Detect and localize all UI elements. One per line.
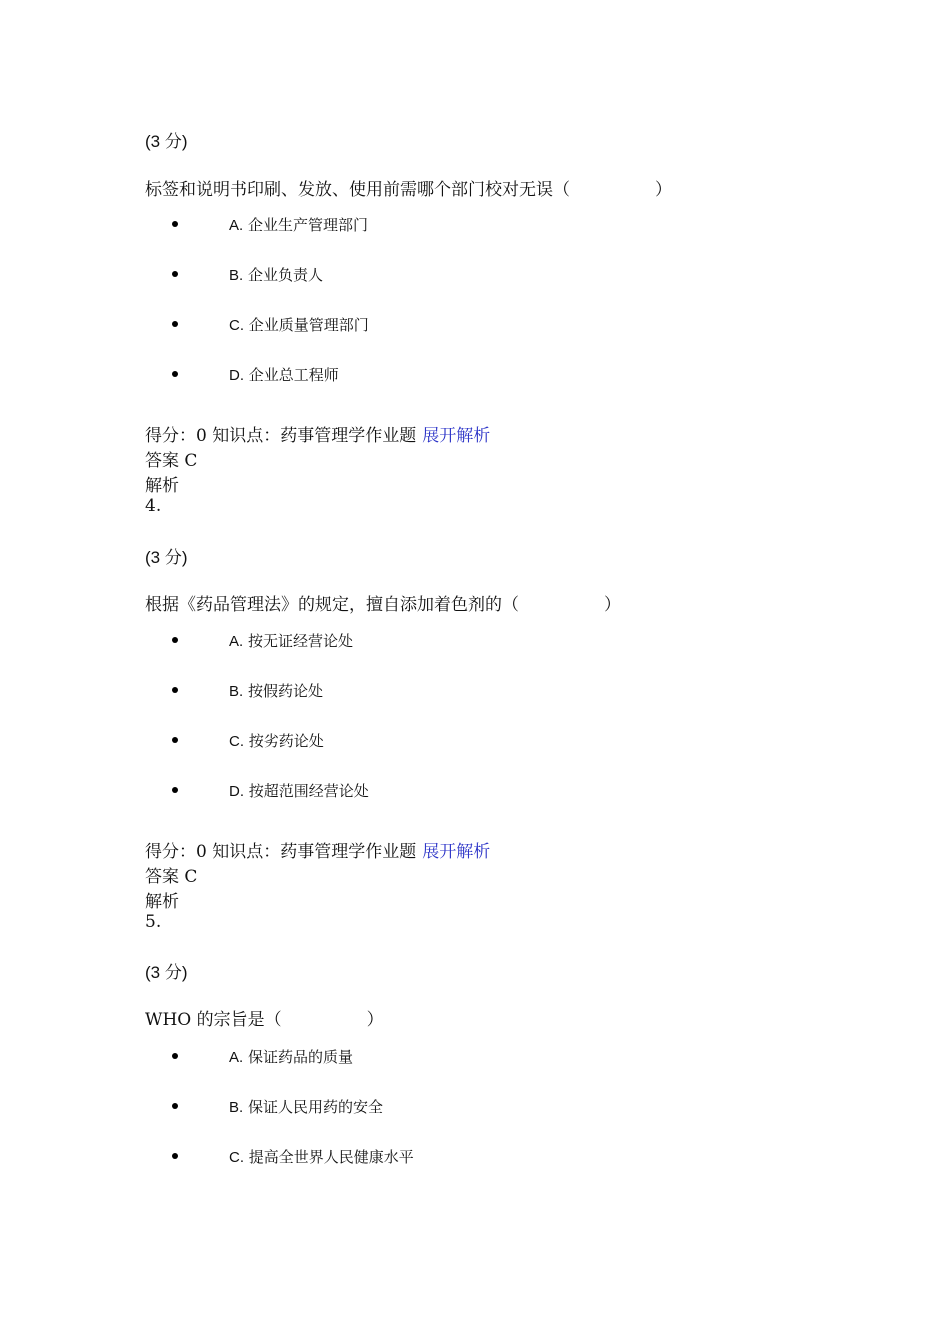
option-a[interactable] — [229, 630, 353, 651]
option-text: 企业质量管理部门 — [248, 316, 369, 334]
option-text: 保证人民用药的安全 — [247, 1098, 383, 1116]
option-b[interactable] — [229, 1096, 383, 1117]
option-letter: B. — [229, 1099, 244, 1116]
option-a[interactable] — [229, 214, 368, 235]
question-stem: WHO 的宗旨是（ ） — [145, 1010, 384, 1030]
option-c[interactable] — [229, 1146, 414, 1167]
option-text: 按假药论处 — [247, 682, 323, 700]
option-letter: C. — [229, 1149, 244, 1166]
option-b[interactable] — [229, 680, 323, 701]
bullet-icon — [171, 320, 181, 330]
bullet-icon — [171, 1102, 181, 1112]
option-letter: C. — [229, 317, 244, 334]
bullet-icon — [171, 220, 181, 230]
option-text: 按无证经营论处 — [247, 632, 353, 650]
option-letter: C. — [229, 733, 244, 750]
option-letter: A. — [229, 217, 244, 234]
answer-line: 答案 C — [145, 451, 198, 471]
score-line — [145, 421, 490, 446]
option-letter: D. — [229, 367, 244, 384]
bullet-icon — [171, 270, 181, 280]
score-line — [145, 837, 490, 862]
bullet-icon — [171, 1152, 181, 1162]
option-letter: B. — [229, 683, 244, 700]
bullet-icon — [171, 786, 181, 796]
option-text: 企业生产管理部门 — [247, 216, 368, 234]
bullet-icon — [171, 686, 181, 696]
option-d[interactable] — [229, 364, 339, 385]
option-c[interactable] — [229, 314, 369, 335]
option-d[interactable] — [229, 780, 369, 801]
analysis-label: 解析 — [145, 476, 179, 496]
expand-analysis-link[interactable]: 展开解析 — [422, 426, 491, 446]
question-stem: 根据《药品管理法》的规定，擅自添加着色剂的（ ） — [145, 595, 621, 615]
question-number: 4. — [145, 496, 162, 516]
option-b[interactable] — [229, 264, 323, 285]
score-text: 得分：0 知识点：药事管理学作业题 — [145, 426, 417, 446]
option-text: 企业负责人 — [247, 266, 323, 284]
option-letter: D. — [229, 783, 244, 800]
question-points: (3 分) — [145, 548, 188, 567]
bullet-icon — [171, 636, 181, 646]
option-letter: B. — [229, 267, 244, 284]
option-text: 按超范围经营论处 — [248, 782, 369, 800]
option-letter: A. — [229, 633, 244, 650]
bullet-icon — [171, 1052, 181, 1062]
answer-line: 答案 C — [145, 867, 198, 887]
question-stem: 标签和说明书印刷、发放、使用前需哪个部门校对无误（ ） — [145, 180, 672, 200]
option-text: 企业总工程师 — [248, 366, 339, 384]
bullet-icon — [171, 370, 181, 380]
option-c[interactable] — [229, 730, 324, 751]
question-points: (3 分) — [145, 963, 188, 982]
bullet-icon — [171, 736, 181, 746]
option-letter: A. — [229, 1049, 244, 1066]
option-text: 提高全世界人民健康水平 — [248, 1148, 414, 1166]
expand-analysis-link[interactable]: 展开解析 — [422, 842, 491, 862]
question-points: (3 分) — [145, 132, 188, 151]
option-text: 保证药品的质量 — [247, 1048, 353, 1066]
option-a[interactable] — [229, 1046, 353, 1067]
option-text: 按劣药论处 — [248, 732, 324, 750]
analysis-label: 解析 — [145, 892, 179, 912]
score-text: 得分：0 知识点：药事管理学作业题 — [145, 842, 417, 862]
question-number: 5. — [145, 912, 162, 932]
